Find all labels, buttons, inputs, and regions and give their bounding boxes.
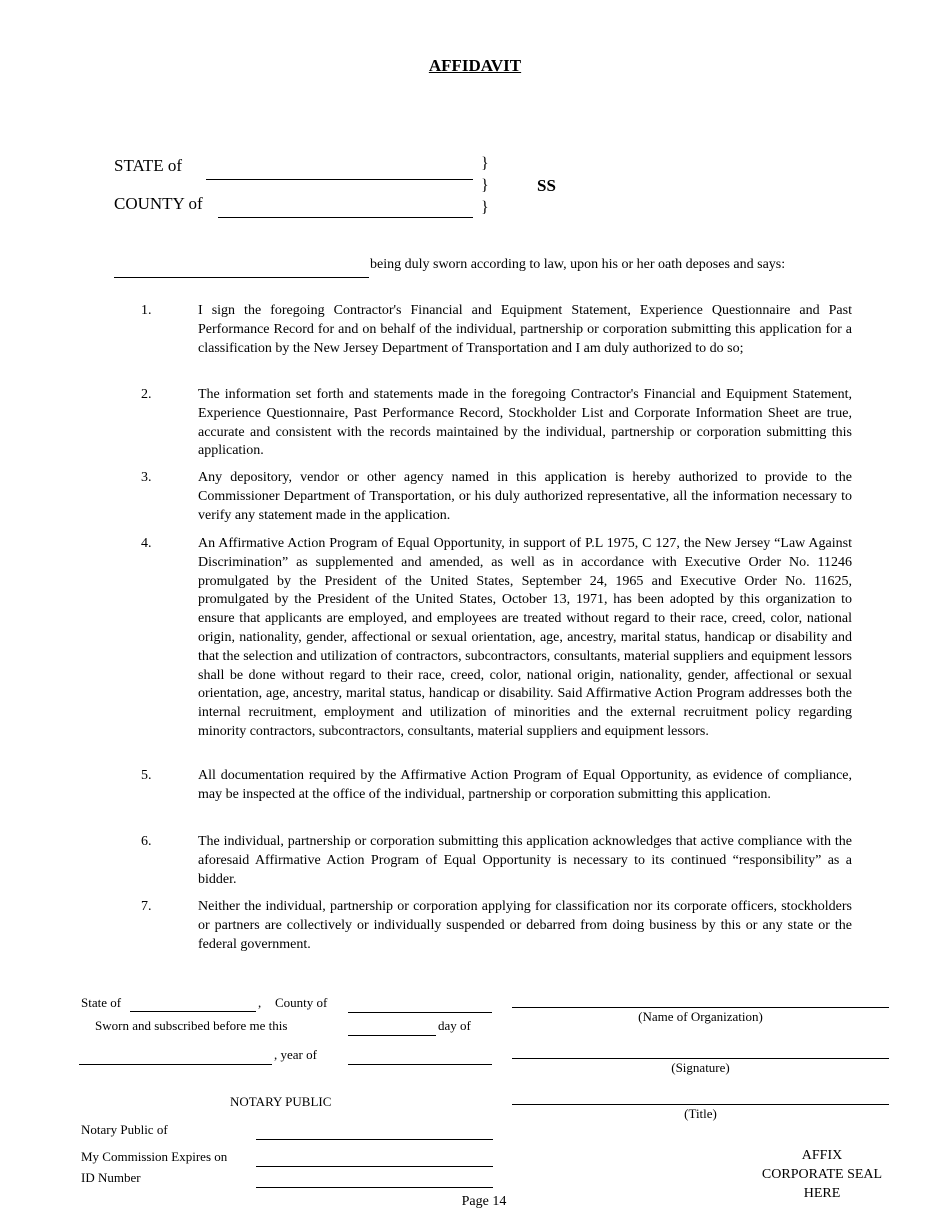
intro-text: being duly sworn according to law, upon his or her oath deposes and says:: [370, 257, 786, 272]
affiant-name-field[interactable]: [114, 277, 369, 278]
item-number: 7.: [141, 899, 152, 914]
organization-name-field[interactable]: [512, 1007, 889, 1008]
state-field[interactable]: [206, 179, 473, 180]
seal-line-1: AFFIX: [801, 1148, 843, 1163]
seal-line-2: CORPORATE SEAL: [761, 1167, 883, 1182]
item-number: 6.: [141, 834, 152, 849]
signature-field[interactable]: [512, 1058, 889, 1059]
state-label: STATE of: [114, 156, 183, 175]
sworn-label: Sworn and subscribed before me this: [95, 1018, 288, 1033]
item-number: 1.: [141, 303, 152, 318]
item-number: 4.: [141, 536, 152, 551]
county-label: COUNTY of: [114, 194, 203, 213]
page-title: AFFIDAVIT: [428, 56, 522, 75]
month-field[interactable]: [79, 1064, 272, 1065]
notary-public-of-field[interactable]: [256, 1139, 493, 1140]
day-of-label: day of: [438, 1018, 471, 1033]
brace-2: }: [481, 177, 489, 194]
year-of-label: , year of: [274, 1047, 317, 1062]
item-text: The individual, partnership or corporation submitting this application acknowledges that active compliance with the aforesaid Affirmative Action Program of Equal Opportunity is necessary to its continued “responsibility” as a bidder.: [198, 834, 852, 887]
ss-label: SS: [537, 176, 556, 195]
id-number-field[interactable]: [256, 1187, 493, 1188]
comma: ,: [258, 995, 262, 1010]
id-number-label: ID Number: [81, 1170, 141, 1185]
page-number: Page 14: [461, 1194, 507, 1209]
item-number: 2.: [141, 387, 152, 402]
item-number: 3.: [141, 470, 152, 485]
item-text: I sign the foregoing Contractor's Financial and Equipment Statement, Experience Questionnaire and Past Performance Record for and on behalf of the individual, partnership or corporation submitting this application for a classification by the New Jersey Department of Transportation and I am duly authorized to do so;: [198, 303, 852, 356]
organization-name-caption: (Name of Organization): [638, 1009, 763, 1024]
year-field[interactable]: [348, 1064, 492, 1065]
item-text: An Affirmative Action Program of Equal Opportunity, in support of P.L 1975, C 127, the New Jersey “Law Against Discrimination” as supplemented and amended, as well as in accordance with Executive Order No. 11246 promulgated by the President of the United States, September 24, 1965 and Executive Order No. 11625, promulgated by the President of the United States, October 13, 1971, has been adopted by this organization to ensure that applicants are employed, and employees are treated without regard to their race, creed, color, national origin, nationality, gender, affectional or sexual orientation, age, ancestry, marital status, handicap or disability and that the selection and utilization of contractors, subcontractors, consultants, material suppliers and equipment lessors shall be done without regard to their race, creed, color, national origin, nationality, gender, affectional or sexual orientation, age, ancestry, marital status, handicap or disability. Said Affirmative Action Program addresses both the internal recruitment, employment and utilization of minorities and the external recruitment policy regarding minority contractors, subcontractors, consultants, material suppliers and equipment lessors.: [198, 536, 852, 739]
notary-county-label: County of: [275, 995, 328, 1010]
commission-expires-field[interactable]: [256, 1166, 493, 1167]
item-text: All documentation required by the Affirmative Action Program of Equal Opportunity, as evidence of compliance, may be inspected at the office of the individual, partnership or corporation submitting this application.: [198, 768, 852, 802]
seal-line-3: HERE: [803, 1186, 841, 1201]
county-field[interactable]: [218, 217, 473, 218]
item-text: Neither the individual, partnership or corporation applying for classification nor its corporate officers, stockholders or partners are collectively or individually suspended or debarred from doing business by this or any state or the federal government.: [198, 899, 852, 952]
notary-county-field[interactable]: [348, 1012, 492, 1013]
brace-1: }: [481, 155, 489, 172]
notary-public-label: NOTARY PUBLIC: [230, 1094, 332, 1109]
notary-state-label: State of: [81, 995, 122, 1010]
title-field[interactable]: [512, 1104, 889, 1105]
item-text: Any depository, vendor or other agency named in this application is hereby authorized to provide to the Commissioner Department of Transportation, or his duly authorized representative, all the information necessary to verify any statement made in the application.: [198, 470, 852, 523]
signature-caption: (Signature): [671, 1060, 730, 1075]
notary-public-of-label: Notary Public of: [81, 1122, 168, 1137]
item-text: The information set forth and statements made in the foregoing Contractor's Financial and Equipment Statement, Experience Questionnaire, Past Performance Record, Stockholder List and Corporate Information Sheet are true, accurate and consistent with the records maintained by the individual, partnership or corporation submitting this application.: [198, 387, 852, 459]
day-field[interactable]: [348, 1035, 436, 1036]
brace-3: }: [481, 199, 489, 216]
item-number: 5.: [141, 768, 152, 783]
title-caption: (Title): [684, 1106, 717, 1121]
commission-expires-label: My Commission Expires on: [81, 1149, 228, 1164]
notary-state-field[interactable]: [130, 1011, 256, 1012]
